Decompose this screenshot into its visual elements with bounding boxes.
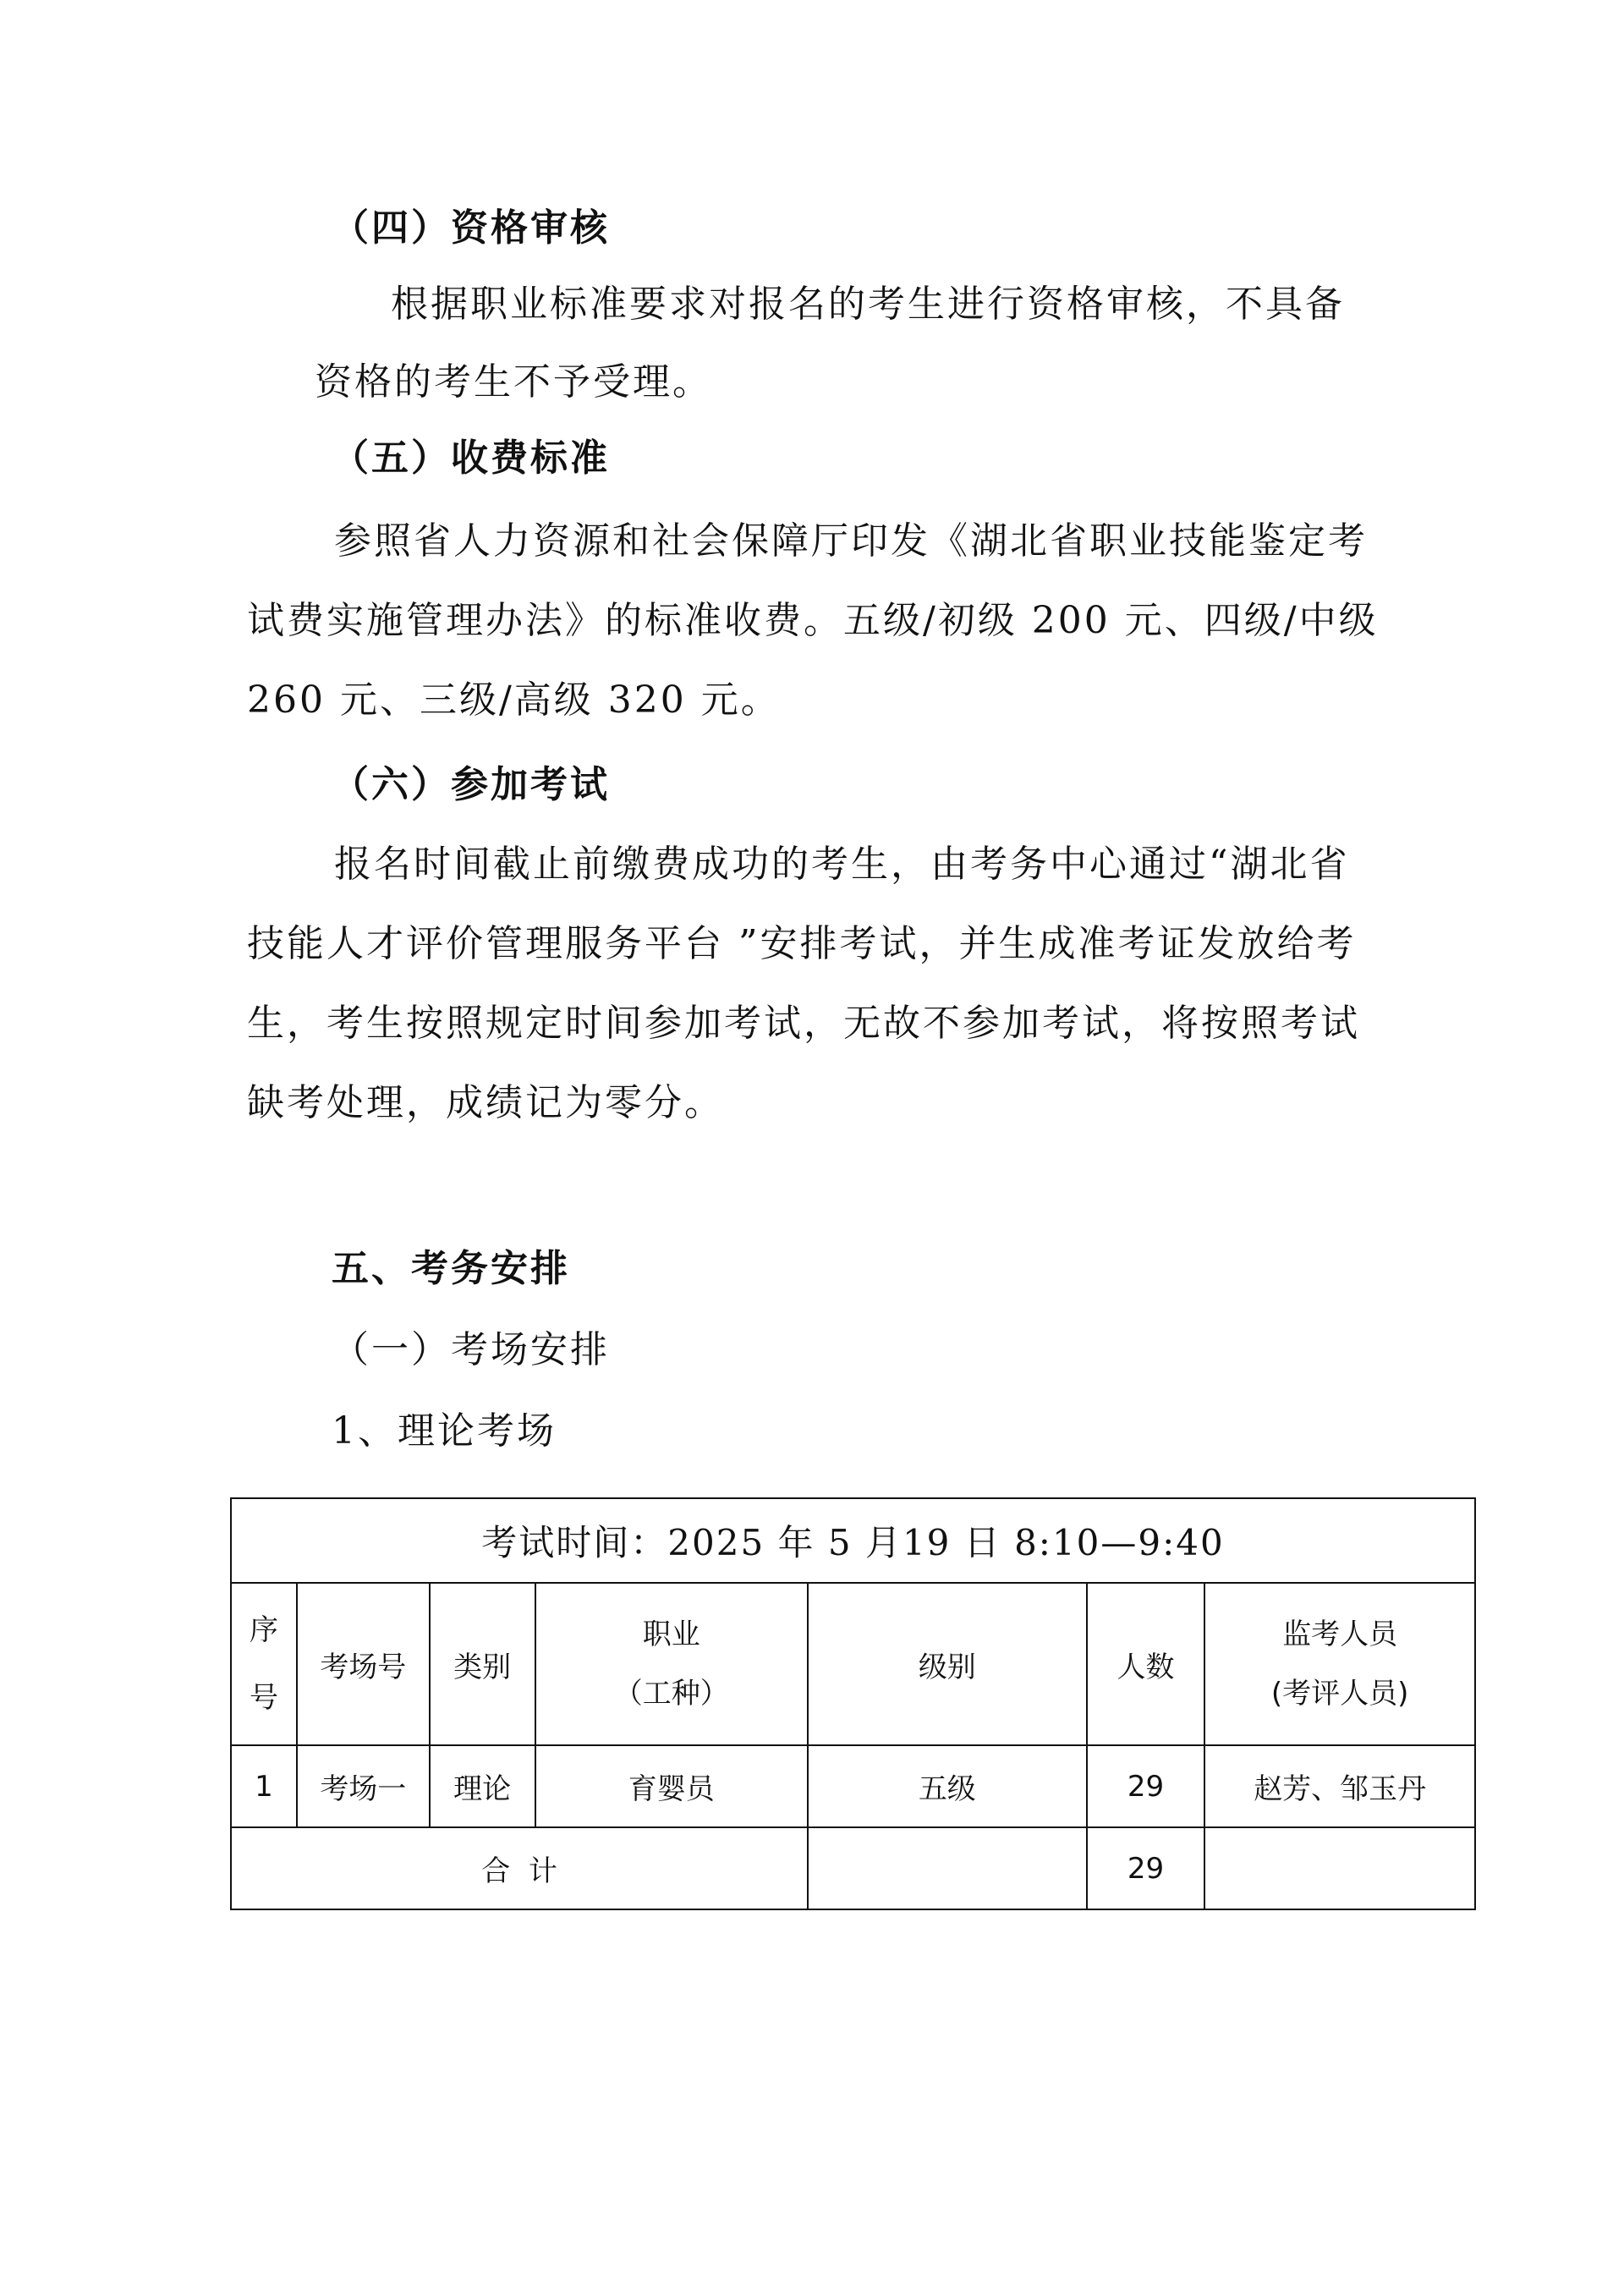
header-seq — [231, 1583, 297, 1745]
cell-room: 考场一 — [297, 1745, 430, 1827]
section-6-heading: （六）参加考试 — [332, 763, 610, 806]
section-5-paragraph-line-3: 260 元、三级/高级 320 元。 — [247, 678, 781, 722]
total-row — [231, 1827, 1475, 1909]
section-5-paragraph-line-2: 试费实施管理办法》的标准收费。五级/初级 200 元、四级/中级 — [247, 599, 1379, 642]
total-proctors — [1204, 1827, 1475, 1909]
cell-level: 五级 — [808, 1745, 1086, 1827]
total-count: 29 — [1087, 1827, 1205, 1909]
section-5-paragraph-line-1: 参照省人力资源和社会保障厅印发《湖北省职业技能鉴定考 — [334, 519, 1368, 563]
cell-occupation: 育婴员 — [535, 1745, 809, 1827]
section-4-paragraph-line-1: 根据职业标准要求对报名的考生进行资格审核，不具备 — [391, 283, 1345, 326]
exam-time-title: 考试时间：2025 年 5 月19 日 8:10—9:40 — [231, 1498, 1475, 1583]
total-label: 合 计 — [231, 1827, 808, 1909]
section-5-heading: （五）收费标准 — [332, 437, 610, 480]
header-proctor — [1204, 1583, 1475, 1745]
item-theory-exam-room: 1、理论考场 — [332, 1409, 557, 1453]
section-4-heading: （四）资格审核 — [332, 206, 610, 250]
section-4-paragraph-line-2: 资格的考生不予受理。 — [315, 360, 712, 404]
header-seq-bottom: 号 — [249, 1681, 278, 1715]
cell-proctors: 赵芳、邹玉丹 — [1204, 1745, 1475, 1827]
subsection-exam-room-arrangement: （一）考场安排 — [332, 1328, 610, 1371]
cell-count: 29 — [1087, 1745, 1205, 1827]
exam-schedule-table — [230, 1497, 1476, 1910]
header-proctor-line-2: (考评人员) — [1270, 1677, 1409, 1711]
total-level — [808, 1827, 1086, 1909]
header-occupation-line-2: （工种） — [613, 1677, 729, 1711]
section-6-paragraph-line-2: 技能人才评价管理服务平台 ”安排考试，并生成准考证发放给考 — [247, 922, 1357, 965]
header-room: 考场号 — [297, 1583, 430, 1745]
table-row — [231, 1745, 1475, 1827]
section-6-paragraph-line-3: 生，考生按照规定时间参加考试，无故不参加考试，将按照考试 — [247, 1002, 1360, 1045]
cell-category: 理论 — [430, 1745, 535, 1827]
cell-seq: 1 — [231, 1745, 297, 1827]
header-seq-top: 序 — [249, 1613, 278, 1647]
header-category: 类别 — [430, 1583, 535, 1745]
header-proctor-line-1: 监考人员 — [1282, 1618, 1398, 1651]
header-occupation-line-1: 职业 — [642, 1618, 700, 1651]
section-6-paragraph-line-4: 缺考处理，成绩记为零分。 — [247, 1081, 724, 1124]
header-count: 人数 — [1087, 1583, 1205, 1745]
header-occupation — [535, 1583, 809, 1745]
chapter-5-heading: 五、考务安排 — [332, 1247, 570, 1290]
section-6-paragraph-line-1: 报名时间截止前缴费成功的考生，由考务中心通过“湖北省 — [334, 843, 1350, 886]
header-level: 级别 — [808, 1583, 1086, 1745]
